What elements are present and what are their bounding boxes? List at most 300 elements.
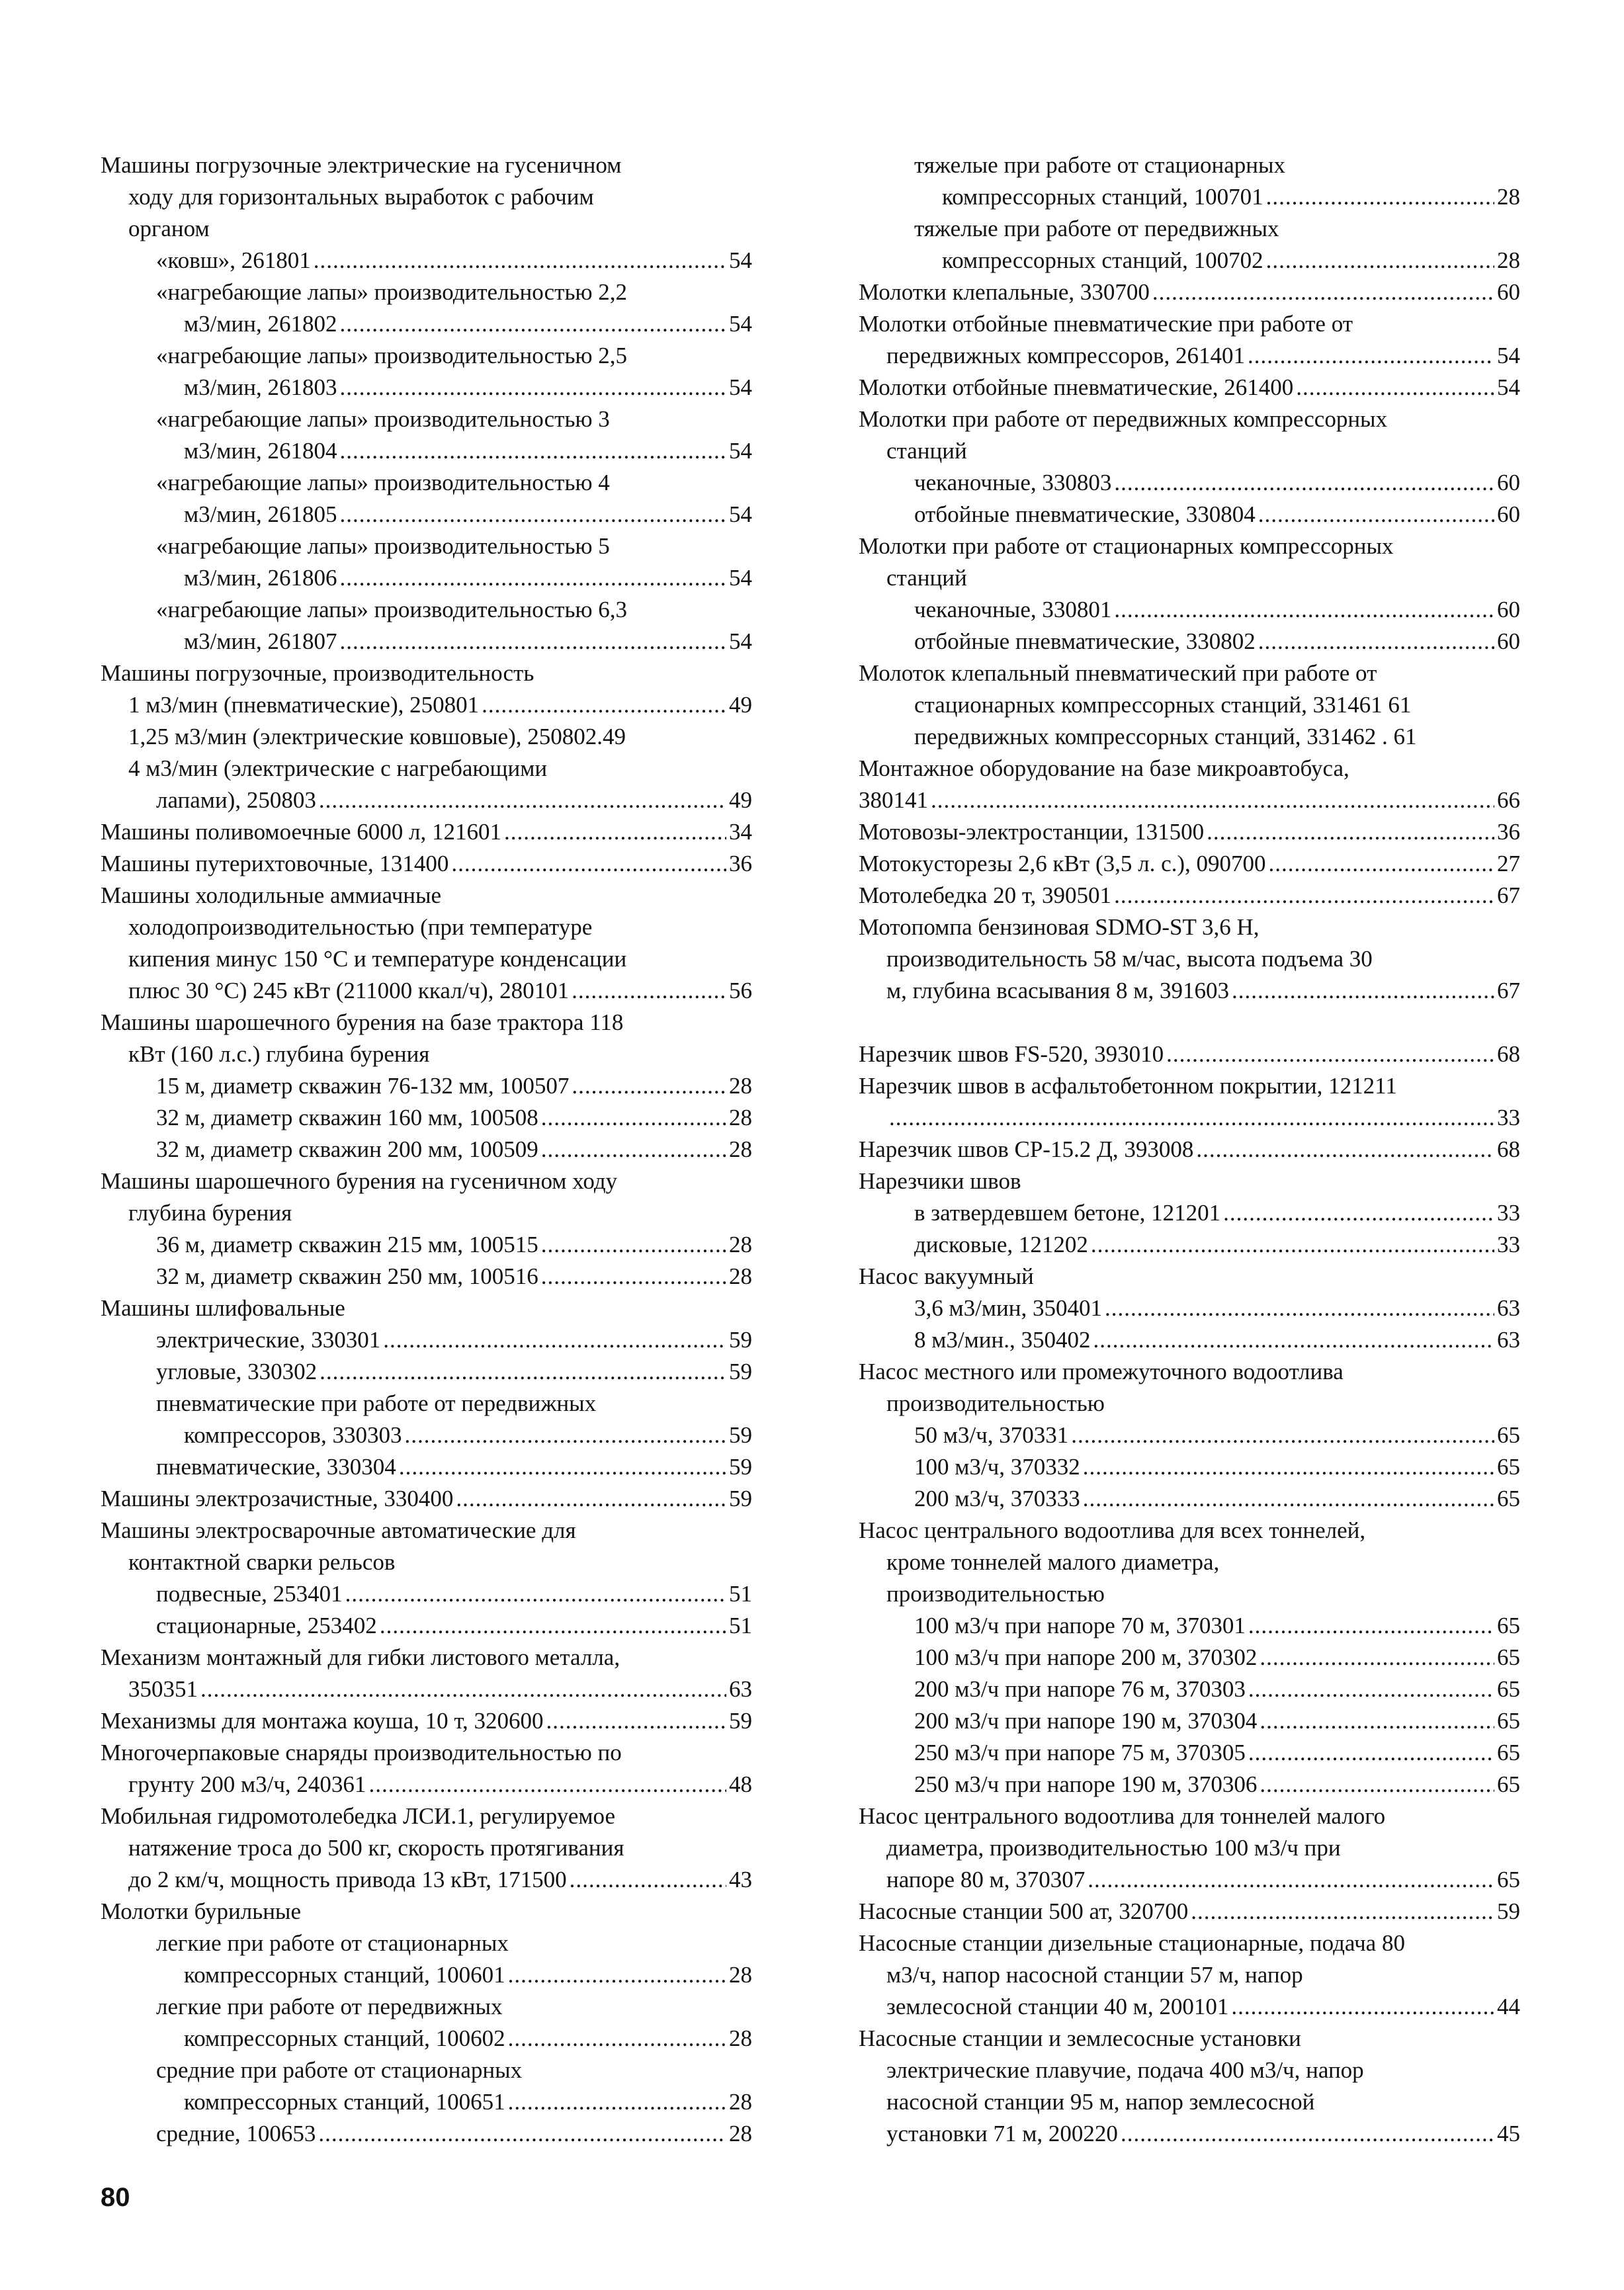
dot-leader [1207, 816, 1494, 848]
entry-line [101, 1102, 752, 1134]
entry-line [101, 1229, 752, 1261]
index-column-left [101, 149, 752, 2150]
index-entry [859, 1261, 1520, 1293]
dot-leader [1248, 1674, 1494, 1705]
entry-text: компрессорных станций, 100702 [942, 247, 1263, 273]
entry-text: Машины электросварочные автоматические для [101, 1517, 576, 1543]
entry-text: дисковые, 121202 [914, 1232, 1088, 1257]
index-entry [101, 530, 752, 594]
entry-line [101, 1388, 752, 1420]
index-entry [101, 1642, 752, 1705]
page-ref: 28 [729, 2121, 752, 2146]
entry-text: Машины электрозачистные, 330400 [101, 1486, 454, 1511]
index-entry [101, 880, 752, 1007]
entry-text: 200 м3/ч при напоре 190 м, 370304 [914, 1708, 1258, 1734]
page-ref: 59 [729, 1486, 752, 1511]
entry-text: тяжелые при работе от передвижных [914, 216, 1279, 241]
entry-text: стационарные, 253402 [156, 1613, 377, 1638]
entry-line [101, 1356, 752, 1388]
dot-leader [1260, 1705, 1494, 1737]
page-ref: 65 [1497, 1613, 1520, 1638]
entry-text: Мотопомпа бензиновая SDMO-ST 3,6 Н, [859, 914, 1260, 940]
entry-line [101, 1324, 752, 1356]
entry-text: м3/мин, 261806 [184, 565, 337, 591]
entry-line [859, 943, 1520, 975]
index-entry [101, 594, 752, 657]
index-entry [859, 149, 1520, 213]
entry-line [859, 435, 1520, 467]
index-entry [101, 1261, 752, 1293]
dot-leader [1296, 372, 1494, 403]
entry-line [101, 1039, 752, 1070]
entry-text: 350351 [128, 1676, 198, 1702]
dot-leader [1166, 1039, 1494, 1070]
entry-text: Многочерпаковые снаряды производительностью по [101, 1740, 622, 1765]
page-number: 80 [101, 2183, 130, 2212]
entry-line [101, 594, 752, 626]
entry-line [859, 1674, 1520, 1705]
entry-text: средние, 100653 [156, 2121, 316, 2146]
entry-line [859, 975, 1520, 1007]
entry-text: 32 м, диаметр скважин 200 мм, 100509 [156, 1136, 538, 1162]
entry-text: Молотки бурильные [101, 1898, 301, 1924]
dot-leader [572, 975, 726, 1007]
entry-line [859, 1324, 1520, 1356]
entry-line [101, 721, 752, 753]
page-ref: 33 [1497, 1200, 1520, 1226]
dot-leader [504, 816, 726, 848]
dot-leader [451, 848, 726, 880]
page-ref: 59 [729, 1708, 752, 1734]
entry-line [101, 308, 752, 340]
entry-text: м3/мин, 261807 [184, 628, 337, 654]
entry-line [101, 785, 752, 816]
entry-text: 100 м3/ч при напоре 200 м, 370302 [914, 1644, 1258, 1670]
entry-line [859, 499, 1520, 530]
entry-text: Молотки при работе от стационарных компрессорных [859, 533, 1394, 559]
index-entry [859, 594, 1520, 626]
dot-leader [404, 1420, 726, 1451]
page-ref: 65 [1497, 1771, 1520, 1797]
entry-text: Механизм монтажный для гибки листового металла, [101, 1644, 620, 1670]
entry-line [101, 1832, 752, 1864]
entry-text: органом [128, 216, 210, 241]
entry-line [859, 149, 1520, 181]
entry-line [101, 1737, 752, 1769]
entry-line [859, 1578, 1520, 1610]
page-ref: 60 [1497, 279, 1520, 305]
entry-line [101, 2055, 752, 2086]
entry-line [859, 1928, 1520, 1959]
entry-line [859, 1705, 1520, 1737]
dot-leader [1093, 1324, 1494, 1356]
page-ref: 28 [729, 1136, 752, 1162]
entry-line [101, 1070, 752, 1102]
index-entry [101, 1737, 752, 1801]
dot-leader [1266, 245, 1494, 276]
entry-text: 36 м, диаметр скважин 215 мм, 100515 [156, 1232, 538, 1257]
entry-line [101, 276, 752, 308]
index-entry [859, 403, 1520, 467]
entry-text: контактной сварки рельсов [128, 1549, 396, 1575]
index-entry [859, 467, 1520, 499]
entry-text: производительностью [886, 1581, 1105, 1607]
dot-leader [546, 1705, 726, 1737]
index-entry [859, 1674, 1520, 1705]
entry-text: станций [886, 565, 967, 591]
entry-text: электрические, 330301 [156, 1327, 381, 1353]
page-ref: 60 [1497, 628, 1520, 654]
entry-line [859, 1547, 1520, 1578]
page-ref: 65 [1497, 1454, 1520, 1480]
entry-text: Молотки отбойные пневматические, 261400 [859, 374, 1294, 400]
entry-text: Мобильная гидромотолебедка ЛСИ.1, регулируемое [101, 1803, 615, 1829]
entry-text: лапами), 250803 [156, 787, 316, 813]
entry-text: 15 м, диаметр скважин 76-132 мм, 100507 [156, 1073, 570, 1099]
index-entry [859, 1356, 1520, 1420]
entry-text: 32 м, диаметр скважин 160 мм, 100508 [156, 1105, 538, 1130]
index-entry [101, 1483, 752, 1515]
index-entry [859, 1039, 1520, 1070]
entry-line [859, 1166, 1520, 1197]
index-entry [859, 1642, 1520, 1674]
page-ref: 49 [729, 787, 752, 813]
index-entry [859, 1801, 1520, 1896]
entry-text: Машины погрузочные электрические на гусеничном [101, 152, 622, 178]
index-entry [101, 1102, 752, 1134]
entry-text: до 2 км/ч, мощность привода 13 кВт, 171500 [128, 1867, 567, 1892]
entry-text: средние при работе от стационарных [156, 2057, 523, 2083]
entry-text: легкие при работе от передвижных [156, 1994, 503, 2019]
entry-line [101, 689, 752, 721]
entry-text: пневматические при работе от передвижных [156, 1390, 597, 1416]
index-entry [101, 1356, 752, 1388]
index-entry [101, 403, 752, 467]
index-entry [101, 657, 752, 689]
dot-leader [931, 785, 1494, 816]
entry-line [101, 1134, 752, 1166]
entry-line [101, 1420, 752, 1451]
entry-line [859, 1356, 1520, 1388]
index-entry [859, 1324, 1520, 1356]
entry-text: диаметра, производительностью 100 м3/ч при [886, 1835, 1341, 1861]
page-ref: 49 [729, 692, 752, 718]
page-ref: 28 [729, 1105, 752, 1130]
entry-text: угловые, 330302 [156, 1359, 318, 1384]
entry-text: 50 м3/ч, 370331 [914, 1422, 1069, 1448]
page-ref: 54 [1497, 374, 1520, 400]
page-ref: 67 [1497, 978, 1520, 1003]
entry-line [859, 1801, 1520, 1832]
dot-leader [1083, 1483, 1494, 1515]
entry-line [101, 181, 752, 213]
entry-line [859, 245, 1520, 276]
entry-text: м3/мин, 261805 [184, 501, 337, 527]
entry-text: Насосные станции дизельные стационарные, подача 80 [859, 1930, 1405, 1956]
entry-line [101, 1769, 752, 1801]
entry-line [101, 1197, 752, 1229]
entry-text: Нарезчик швов FS-520, 393010 [859, 1041, 1164, 1067]
dot-leader [1258, 626, 1494, 657]
entry-line [859, 1134, 1520, 1166]
entry-text: производительностью [886, 1390, 1105, 1416]
page-ref: 68 [1497, 1041, 1520, 1067]
page-ref: 28 [729, 1263, 752, 1289]
entry-text: 4 м3/мин (электрические с нагребающими [128, 755, 548, 781]
entry-line [101, 1896, 752, 1928]
entry-line [101, 213, 752, 245]
dot-leader [1232, 975, 1494, 1007]
entry-text: Машины поливомоечные 6000 л, 121601 [101, 819, 502, 845]
entry-text: «нагребающие лапы» производительностью 2,5 [156, 343, 628, 368]
page-ref: 51 [729, 1581, 752, 1607]
page-ref: 54 [729, 438, 752, 464]
index-entry [101, 689, 752, 721]
entry-line [101, 1578, 752, 1610]
entry-line [859, 530, 1520, 562]
entry-text: 250 м3/ч при напоре 75 м, 370305 [914, 1740, 1246, 1765]
entry-line [101, 816, 752, 848]
index-entry [101, 1166, 752, 1229]
dot-leader [383, 1324, 726, 1356]
entry-text: компрессорных станций, 100602 [184, 2025, 505, 2051]
index-entry [101, 1515, 752, 1578]
page-ref: 68 [1497, 1136, 1520, 1162]
entry-text: «нагребающие лапы» производительностью 2,2 [156, 279, 628, 305]
page-ref: 54 [729, 311, 752, 337]
entry-text: компрессорных станций, 100601 [184, 1962, 505, 1988]
page-ref: 27 [1497, 851, 1520, 876]
entry-line [101, 1801, 752, 1832]
index-entry [101, 1007, 752, 1070]
entry-line [101, 1261, 752, 1293]
page-ref: 28 [1497, 247, 1520, 273]
dot-leader [508, 2086, 726, 2118]
entry-text: грунту 200 м3/ч, 240361 [128, 1771, 366, 1797]
dot-leader [319, 785, 726, 816]
page-ref: 65 [1497, 1867, 1520, 1892]
dot-leader [200, 1674, 726, 1705]
dot-leader [1121, 2118, 1494, 2150]
entry-text: Машины шарошечного бурения на базе трактора 118 [101, 1009, 624, 1035]
page-ref: 36 [729, 851, 752, 876]
entry-text: Нарезчики швов [859, 1168, 1021, 1194]
entry-text: «нагребающие лапы» производительностью 6,3 [156, 597, 628, 622]
entry-text: ходу для горизонтальных выработок с рабочим [128, 184, 594, 210]
entry-line [859, 1451, 1520, 1483]
index-entry [101, 2055, 752, 2118]
page-ref: 36 [1497, 819, 1520, 845]
entry-text: 380141 [859, 787, 928, 813]
entry-text: подвесные, 253401 [156, 1581, 343, 1607]
entry-text: Монтажное оборудование на базе микроавтобуса, [859, 755, 1349, 781]
index-entry [101, 340, 752, 403]
index-entry [859, 689, 1520, 721]
entry-text: холодопроизводительностью (при температуре [128, 914, 593, 940]
entry-text: 8 м3/мин., 350402 [914, 1327, 1091, 1353]
entry-line [859, 1737, 1520, 1769]
entry-text: Механизмы для монтажа коуша, 10 т, 320600 [101, 1708, 544, 1734]
index-entry [101, 848, 752, 880]
page-ref: 65 [1497, 1486, 1520, 1511]
entry-line [859, 689, 1520, 721]
entry-line [859, 372, 1520, 403]
entry-line [859, 1642, 1520, 1674]
index-entry [101, 1705, 752, 1737]
entry-text: м3/мин, 261802 [184, 311, 337, 337]
index-entry [101, 2118, 752, 2150]
entry-text: Машины путерихтовочные, 131400 [101, 851, 449, 876]
dot-leader [508, 1959, 726, 1991]
entry-line [859, 2023, 1520, 2055]
page-ref: 54 [729, 247, 752, 273]
entry-text: Молотки отбойные пневматические при работе от [859, 311, 1353, 337]
page-ref: 48 [729, 1771, 752, 1797]
index-entry [101, 816, 752, 848]
entry-line [859, 1388, 1520, 1420]
entry-text: компрессорных станций, 100651 [184, 2089, 505, 2115]
index-entry [859, 816, 1520, 848]
entry-line [859, 403, 1520, 435]
entry-text: 250 м3/ч при напоре 190 м, 370306 [914, 1771, 1258, 1797]
index-entry [859, 880, 1520, 912]
entry-text: Мотолебедка 20 т, 390501 [859, 882, 1112, 908]
entry-line [101, 340, 752, 372]
entry-line [101, 753, 752, 785]
index-entry [859, 1769, 1520, 1801]
entry-line [859, 753, 1520, 785]
entry-text: кВт (160 л.с.) глубина бурения [128, 1041, 430, 1067]
dot-leader [1083, 1451, 1494, 1483]
entry-text: землесосной станции 40 м, 200101 [886, 1994, 1229, 2019]
entry-line [101, 1483, 752, 1515]
index-entry [101, 149, 752, 245]
index-entry [101, 1578, 752, 1610]
entry-line [101, 1642, 752, 1674]
entry-line [101, 245, 752, 276]
entry-text: глубина бурения [128, 1200, 292, 1226]
index-entry [101, 1324, 752, 1356]
page-ref: 59 [729, 1422, 752, 1448]
entry-text: Машины погрузочные, производительность [101, 660, 534, 686]
entry-text: «нагребающие лапы» производительностью 5 [156, 533, 610, 559]
entry-line [859, 1102, 1520, 1134]
index-entry [101, 1801, 752, 1896]
dot-leader [889, 1102, 1494, 1134]
index-entry [859, 1451, 1520, 1483]
index-entry [101, 1896, 752, 1928]
index-entry [859, 1134, 1520, 1166]
dot-leader [456, 1483, 726, 1515]
entry-line [859, 721, 1520, 753]
dot-leader [570, 1864, 726, 1896]
entry-text: м, глубина всасывания 8 м, 391603 [886, 978, 1229, 1003]
entry-line [101, 1451, 752, 1483]
entry-line [101, 149, 752, 181]
entry-line [101, 1515, 752, 1547]
index-entry [859, 308, 1520, 372]
entry-line [859, 276, 1520, 308]
index-entry [859, 657, 1520, 689]
dot-leader [1114, 467, 1494, 499]
page-ref: 65 [1497, 1708, 1520, 1734]
dot-leader [399, 1451, 726, 1483]
entry-line [859, 1229, 1520, 1261]
dot-leader [541, 1102, 726, 1134]
entry-text: м3/мин, 261804 [184, 438, 337, 464]
entry-text: плюс 30 °С) 245 кВт (211000 ккал/ч), 280101 [128, 978, 570, 1003]
index-entry [101, 1928, 752, 1991]
index-entry [859, 1197, 1520, 1229]
entry-line [101, 499, 752, 530]
dot-leader [1269, 848, 1494, 880]
page-ref: 28 [729, 1232, 752, 1257]
entry-text: отбойные пневматические, 330804 [914, 501, 1256, 527]
entry-line [859, 181, 1520, 213]
entry-text: Мотокусторезы 2,6 кВт (3,5 л. с.), 090700 [859, 851, 1266, 876]
page-ref: 63 [729, 1676, 752, 1702]
entry-line [859, 1420, 1520, 1451]
entry-text: кипения минус 150 °С и температуре конденсации [128, 946, 627, 972]
index-entry [859, 753, 1520, 816]
index-entry [859, 1928, 1520, 2023]
entry-text: тяжелые при работе от стационарных [914, 152, 1285, 178]
dot-leader [339, 499, 726, 530]
entry-text: насосной станции 95 м, напор землесосной [886, 2089, 1315, 2115]
page-ref: 28 [729, 1073, 752, 1099]
page-ref: 60 [1497, 501, 1520, 527]
entry-text: 200 м3/ч при напоре 76 м, 370303 [914, 1676, 1246, 1702]
page-ref: 66 [1497, 787, 1520, 813]
entry-line [101, 1166, 752, 1197]
entry-text: 200 м3/ч, 370333 [914, 1486, 1080, 1511]
entry-text: 32 м, диаметр скважин 250 мм, 100516 [156, 1263, 538, 1289]
entry-text: легкие при работе от стационарных [156, 1930, 509, 1956]
dot-leader [1223, 1197, 1494, 1229]
index-entry [859, 1705, 1520, 1737]
page-ref: 67 [1497, 882, 1520, 908]
index-entry [101, 721, 752, 753]
dot-leader [368, 1769, 726, 1801]
page-ref: 43 [729, 1867, 752, 1892]
index-entry [101, 1134, 752, 1166]
page-ref: 59 [729, 1359, 752, 1384]
entry-text: 3,6 м3/мин, 350401 [914, 1295, 1102, 1321]
dot-leader [380, 1610, 726, 1642]
entry-line [101, 372, 752, 403]
page-ref: 45 [1497, 2121, 1520, 2146]
page-ref: 60 [1497, 597, 1520, 622]
entry-line [859, 785, 1520, 816]
dot-leader [482, 689, 726, 721]
entry-line [859, 594, 1520, 626]
index-entry [859, 499, 1520, 530]
entry-text: стационарных компрессорных станций, 331461 61 [914, 692, 1412, 718]
entry-line [859, 1261, 1520, 1293]
index-entry [859, 530, 1520, 594]
index-entry [859, 1896, 1520, 1928]
index-entry [859, 2023, 1520, 2150]
entry-text: 1,25 м3/мин (электрические ковшовые), 250802.49 [128, 724, 626, 749]
index-column-right [859, 149, 1520, 2150]
page-ref: 44 [1497, 1994, 1520, 2019]
entry-text: электрические плавучие, подача 400 м3/ч, напор [886, 2057, 1364, 2083]
index-entry [859, 372, 1520, 403]
dot-leader [1196, 1134, 1494, 1166]
entry-text: передвижных компрессоров, 261401 [886, 343, 1246, 368]
page-ref: 54 [729, 501, 752, 527]
entry-text: чеканочные, 330801 [914, 597, 1112, 622]
